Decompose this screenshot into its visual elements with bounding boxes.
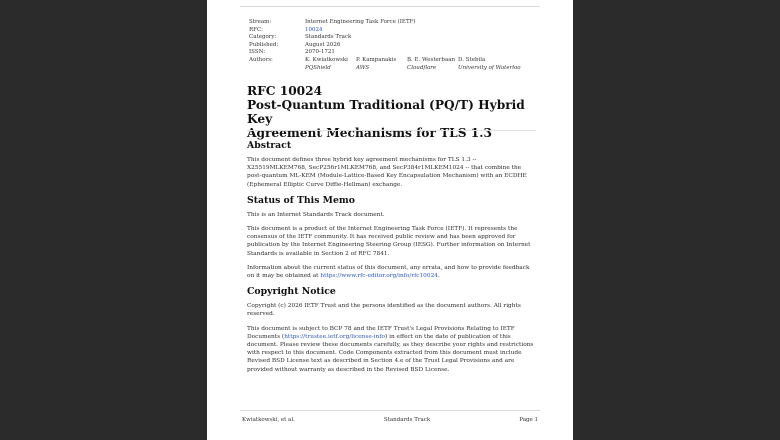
status-paragraph-3 [247, 264, 537, 280]
meta-rfc-label: RFC: [249, 26, 264, 33]
author-name: D. Stebila [458, 56, 486, 63]
abstract-section [247, 140, 537, 189]
top-divider [240, 6, 540, 7]
meta-issn-value: 2070-1721 [305, 49, 335, 56]
meta-issn-label: ISSN: [249, 49, 266, 56]
copyright-paragraph-1: Copyright (c) 2026 IETF Trust and the persons identified as the document authors. All rights reserved. [247, 303, 521, 318]
status-section [247, 195, 537, 280]
meta-published [249, 42, 549, 50]
title-divider [247, 130, 536, 131]
copyright-p2-text: This document is subject to BCP 78 and the IETF Trust's Legal Provisions Relating to IETF Documents ( [247, 325, 515, 340]
copyright-section [247, 286, 537, 374]
copyright-paragraph-2 [247, 325, 537, 374]
footer-authors: Kwiatkowski, et al. [242, 417, 295, 423]
meta-authors [249, 57, 549, 72]
meta-published-label: Published: [249, 41, 279, 48]
author-affiliation: University of Waterloo [458, 64, 521, 71]
status-p3-text: Information about the current status of this document, any errata, and how to provide feedback on it may be obtained at [247, 264, 530, 280]
author-entry [458, 57, 538, 72]
meta-category-value: Standards Track [305, 34, 352, 41]
meta-stream-value: Internet Engineering Task Force (IETF) [305, 19, 416, 25]
meta-rfc-link[interactable]: 10024 [305, 26, 323, 33]
status-p3-end: . [437, 273, 440, 280]
meta-category [249, 34, 549, 42]
trustee-license-link[interactable]: https://trustee.ietf.org/license-info [284, 333, 385, 340]
copyright-heading: Copyright Notice [247, 286, 336, 298]
abstract-text: This document defines three hybrid key agreement mechanisms for TLS 1.3 -- X25519MLKEM768, SecP256r1MLKEM768, and SecP384r1MLKEM1024 -- that combine the post-quantum ML-KEM (Module-Lattice-Based Key Encapsulation Mechanism) with an ECDHE (Ephemeral Elliptic Curve Diffie-Hellman) exchange. [247, 157, 527, 188]
author-affiliation: Cloudflare [407, 64, 437, 71]
meta-authors-label: Authors: [249, 56, 273, 63]
document-metadata [249, 19, 549, 72]
meta-issn [249, 49, 549, 57]
author-name: B. E. Westerbaan [407, 56, 456, 63]
status-paragraph-1: This is an Internet Standards Track document. [247, 211, 385, 218]
abstract-heading: Abstract [247, 140, 292, 151]
author-name: K. Kwiatkowski [305, 56, 348, 63]
footer-divider [240, 410, 540, 411]
meta-published-value: August 2026 [305, 41, 341, 48]
rfc-editor-info-link[interactable]: https://www.rfc-editor.org/info/rfc10024 [320, 273, 438, 280]
status-paragraph-2: This document is a product of the Internet Engineering Task Force (IETF). It represents the consensus of the IETF community. It has received public review and has been approved for publication by the Internet Engineering Steering Group (IESG). Further information on Internet Standards is available in Section 2 of RFC 7841. [247, 226, 531, 257]
author-entry [356, 57, 407, 72]
document-title [247, 84, 547, 140]
copyright-p2-end: ) in effect on the date of publication of this document. Please review these documents carefully, as they describe your rights and restrictions with respect to this document. Code Components extracted from this document must include Revised BSD License text as described in Section 4.e of the Trust Legal Provisions and are provided without warranty as described in the Revised BSD License. [247, 333, 534, 373]
meta-category-label: Category: [249, 34, 277, 41]
footer-page-number: Page 1 [519, 417, 538, 423]
author-list [305, 57, 549, 72]
meta-stream-label: Stream: [249, 19, 272, 25]
rfc-number-heading: RFC 10024 [247, 84, 323, 98]
meta-rfc [249, 27, 549, 35]
document-body [247, 140, 537, 380]
author-affiliation: PQShield [305, 64, 331, 71]
status-heading: Status of This Memo [247, 194, 355, 206]
author-affiliation: AWS [356, 64, 370, 71]
title-line-1: Post-Quantum Traditional (PQ/T) Hybrid Key [247, 98, 525, 126]
title-line-2: Agreement Mechanisms for TLS 1.3 [247, 126, 492, 140]
document-page [207, 0, 573, 440]
author-name: P. Kampanakis [356, 56, 397, 63]
author-entry [305, 57, 356, 72]
author-entry [407, 57, 458, 72]
footer-category: Standards Track [383, 417, 431, 423]
page-footer [242, 417, 538, 423]
meta-stream [249, 19, 549, 27]
